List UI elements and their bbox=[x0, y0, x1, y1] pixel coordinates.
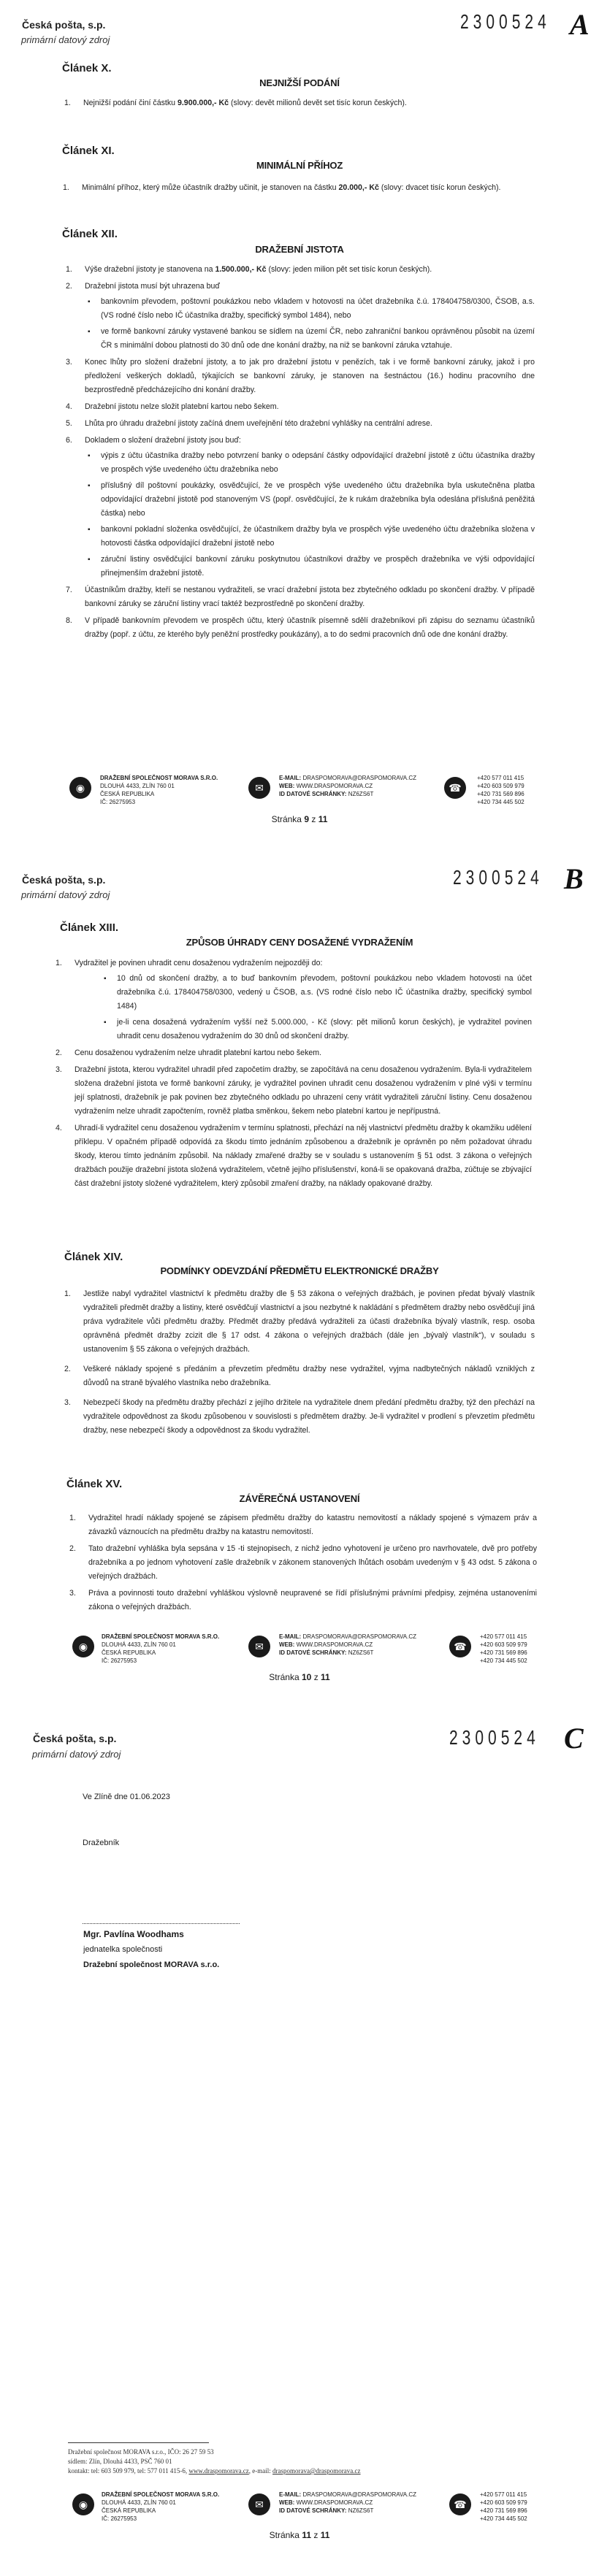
list-item: 2. Tato dražební vyhláška byla sepsána v 15 -ti stejnopisech, z nichž jedno vyhotovení je určeno pro navrhovatele, dvě pro potřeby dražebníka a po jednom vyhotovení zašle dražebník v zákonem stanovených lhůtách osobám uvedeným v § 43 odst. 5 zákona o veřejných dražbách. bbox=[69, 1544, 537, 1581]
list-item: 1. Jestliže nabyl vydražitel vlastnictví k předmětu dražby dle § 53 zákona o veřejných dražbách, je povinen předat bývalý vlastník vydražiteli předmět dražby a listiny, které osvědčují vlastnictví a jsou nezbytné k nakládání s předmětem dražby nebo osvědčují jiná práva vydražitele vůči předmětu dražby. Předmět dražby předává vydražiteli za účasti dražebníka bývalý vlastník, resp. osoba oprávněná předmět dražby zcizit dle § 17 odst. 4 zákona o veřejných dražbách (dále jen „bývalý vlastník“), v souladu s ustanovením § 55 zákona o veřejných dražbách. bbox=[64, 1289, 535, 1354]
sender-name: Česká pošta, s.p. bbox=[22, 874, 106, 886]
sender-subtitle: primární datový zdroj bbox=[32, 1749, 121, 1760]
stamp-letter: B bbox=[564, 862, 584, 895]
list-item: 5. Lhůta pro úhradu dražební jistoty začíná dnem uveřejnění této dražební vyhlášky na centrální adrese. bbox=[66, 419, 432, 428]
article-xi-title: MINIMÁLNÍ PŘÍHOZ bbox=[256, 160, 343, 171]
company-notes: Dražební společnost MORAVA s.r.o., IČO: 26 27 59 53 sídlem: Zlín, Dlouhá 4433, PSČ 760 01 kontakt: tel: 603 509 979, tel: 577 011 415-6, www.draspomorava.cz, e-mail: draspomorava@draspomorava.cz bbox=[68, 2448, 361, 2475]
phone-icon: ☎ bbox=[444, 777, 466, 799]
list-item: 1. Výše dražební jistoty je stanovena na 1.500.000,- Kč (slovy: jeden milion pět set tisíc korun českých). bbox=[66, 265, 432, 274]
article-xi-items bbox=[63, 181, 533, 198]
bullet-item: ▪ výpis z účtu účastníka dražby nebo potvrzení banky o odepsání částky odpovídající dražební jistotě z účtu účastníka dražby ve prospěch výše uvedeného účtu dražebníka nebo bbox=[85, 449, 535, 477]
phone-icon: ☎ bbox=[449, 1636, 471, 1657]
stamp bbox=[453, 866, 573, 889]
place-date: Ve Zlíně dne 01.06.2023 bbox=[83, 1793, 170, 1801]
page-number: Stránka 9 z 11 bbox=[271, 814, 328, 824]
article-xiii-title: ZPŮSOB ÚHRADY CENY DOSAŽENÉ VYDRAŽENÍM bbox=[186, 937, 413, 948]
footer-contact-block: E-MAIL: DRASPOMORAVA@DRASPOMORAVA.CZ WEB: WWW.DRASPOMORAVA.CZ ID DATOVÉ SCHRÁNKY: NZ6ZS6T bbox=[279, 1633, 416, 1656]
list-item: 2. Dražební jistota musí být uhrazena buď ▪ bankovním převodem, poštovní poukázkou nebo vkladem v hotovosti na účet dražebníka č.ú. 178404758/0300, ČSOB, a.s. (VS rodné číslo nebo IČ účastníka dražby, specifický symbol 1484), nebo ▪ ve formě bankovní záruky vystavené bankou se sídlem na území ČR, nebo zahraniční bankou oprávněnou působit na území ČR s minimální dobou platnosti do 30 dnů ode dne konání dražby, na niž se bankovní záruka vztahuje. bbox=[66, 280, 535, 353]
footer-company-block: DRAŽEBNÍ SPOLEČNOST MORAVA S.R.O. DLOUHÁ 4433, ZLÍN 760 01 ČESKÁ REPUBLIKA IČ: 26275953 bbox=[100, 775, 218, 805]
list-item: 2. Veškeré náklady spojené s předáním a převzetím předmětu dražby nese vydražitel, vyjma nadbytečných nákladů vzniklých z důvodů na straně bývalého vlastníka nebo dražebníka. bbox=[64, 1365, 535, 1387]
page-number: Stránka 11 z 11 bbox=[269, 2530, 330, 2540]
article-x-items bbox=[64, 96, 532, 113]
footer-web-link[interactable]: WWW.DRASPOMORAVA.CZ bbox=[296, 2499, 373, 2506]
stamp-letter: A bbox=[570, 8, 590, 41]
article-xii-items bbox=[66, 263, 535, 645]
sender-name: Česká pošta, s.p. bbox=[22, 19, 106, 31]
footer-contact-block: E-MAIL: DRASPOMORAVA@DRASPOMORAVA.CZ WEB: WWW.DRASPOMORAVA.CZ ID DATOVÉ SCHRÁNKY: NZ6ZS6T bbox=[279, 775, 416, 797]
article-xv-title: ZÁVĚREČNÁ USTANOVENÍ bbox=[239, 1493, 360, 1504]
list-item: 3. Konec lhůty pro složení dražební jistoty, a to jak pro dražební jistotu v penězích, tak i ve formě bankovní záruky, jakož i pro předložení veškerých dokladů, týkajících se bankovní záruky, je stanoven na šestnáctou (16.) hodinu pracovního dne bezprostředně předcházejícího dni konání dražby. bbox=[66, 358, 535, 394]
signatory-company: Dražební společnost MORAVA s.r.o. bbox=[83, 1960, 220, 1969]
list-item: 3. Práva a povinnosti touto dražební vyhláškou výslovně neupravené se řídí příslušnými právními předpisy, zejména ustanoveními zákona o veřejných dražbách. bbox=[69, 1589, 537, 1611]
signature-line bbox=[83, 1923, 240, 1924]
stamp bbox=[449, 1726, 570, 1749]
signatory-position: jednatelka společnosti bbox=[83, 1945, 163, 1954]
bullet-item: ▪ záruční listiny osvědčující bankovní záruku poskytnutou účastníkovi dražby ve prospěch dražebníka ve výši odpovídající přinejmenším dražební jistotě. bbox=[85, 553, 535, 580]
list-item: 4. Uhradí-li vydražitel cenu dosaženou vydražením v termínu splatnosti, přechází na něj vlastnictví předmětu dražby k okamžiku udělení příklepu. V opačném případě odpovídá za škodu tímto jednáním způsobenou a dražebník je oprávněn po něm požadovat úhradu škody, kterou tímto jednáním způsobil. Na náklady zmařené dražby se v souladu s ustanovením § 51 odst. 3 zákona o veřejných dražbách použije dražební jistota složená vydražitelem, včetně jejího příslušenství, koná-li se opakovaná dražba, zúčtuje se zbývající část dražební jistoty složené vydražitelem, který způsobil zmaření dražby, na náklady opakované dražby. bbox=[56, 1124, 532, 1188]
phone-icon: ☎ bbox=[449, 2493, 471, 2515]
envelope-icon: ✉ bbox=[248, 777, 270, 799]
footer-contact-block: E-MAIL: DRASPOMORAVA@DRASPOMORAVA.CZ WEB: WWW.DRASPOMORAVA.CZ ID DATOVÉ SCHRÁNKY: NZ6ZS6T bbox=[279, 2491, 416, 2514]
list-item: 8. V případě bankovním převodem ve prospěch účtu, který účastník písemně sdělí dražebníkovi při zápisu do seznamu účastníků dražby (popř. z účtu, ze kterého byly peněžní prostředky poukázány), a to do sedmi pracovních dnů ode dne konání dražby. bbox=[66, 616, 535, 639]
list-item: 1. Vydražitel hradí náklady spojené se zápisem předmětu dražby do katastru nemovitostí a náklady spojené s výmazem práv a závazků váznoucích na předmětu dražby na katastru nemovitostí. bbox=[69, 1514, 537, 1536]
sender-subtitle: primární datový zdroj bbox=[21, 34, 110, 45]
article-xv-items bbox=[69, 1511, 537, 1617]
bullet-item: ▪ ve formě bankovní záruky vystavené bankou se sídlem na území ČR, nebo zahraniční bankou oprávněnou působit na území ČR s minimální dobou platnosti do 30 dnů ode dne konání dražby, na niž se bankovní záruka vztahuje. bbox=[85, 325, 535, 353]
bullet-item: ▪ bankovní pokladní složenka osvědčující, že účastníkem dražby byla ve prospěch výše uvedeného účtu dražebníka složena v hotovosti částka odpovídající dražební jistotě nebo bbox=[85, 523, 535, 551]
list-item: 7. Účastníkům dražby, kteří se nestanou vydražiteli, se vrací dražební jistota bez zbytečného odkladu po skončení dražby. V případě bankovní záruky se záruční listiny vrací taktéž bezprostředně po skončení dražby. bbox=[66, 586, 535, 608]
footer-phones: +420 577 011 415 +420 603 509 979 +420 731 569 896 +420 734 445 502 bbox=[480, 1633, 527, 1664]
article-x-title: NEJNIŽŠÍ PODÁNÍ bbox=[259, 77, 340, 88]
notes-email-link[interactable]: draspomorava@draspomorava.cz bbox=[272, 2467, 361, 2475]
article-xiii-label: Článek XIII. bbox=[60, 921, 119, 934]
bullet-item: ▪ bankovním převodem, poštovní poukázkou nebo vkladem v hotovosti na účet dražebníka č.ú. 178404758/0300, ČSOB, a.s. (VS rodné číslo nebo IČ účastníka dražby, specifický symbol 1484), nebo bbox=[85, 295, 535, 323]
envelope-icon: ✉ bbox=[248, 1636, 270, 1657]
article-xii-label: Článek XII. bbox=[62, 228, 118, 240]
list-item: 1. Vydražitel je povinen uhradit cenu dosaženou vydražením nejpozději do: ▪ 10 dnů od skončení dražby, a to buď bankovním převodem, poštovní poukázkou nebo vkladem hotovosti na účet dražebníka č.ú. 178404758/0300, vedený u ČSOB, a.s. (VS rodné číslo nebo IČ účastníka dražby, specifický symbol 1484) ▪ je-li cena dosažená vydražením vyšší než 5.000.000, - Kč (slovy: pět milionů korun českých), je vydražitel povinen uhradit cenu dosaženou vydražením do 30 dnů od skončení dražby. bbox=[56, 957, 532, 1043]
list-item: 3. Dražební jistota, kterou vydražitel uhradil před započetím dražby, se započítává na cenu dosaženou vydražením. Byla-li vydražitelem složena dražební jistota ve formě bankovní záruky, je vydražitel povinen uhradit cenu dosaženou vydražením v plné výši v termínu její splatnosti, dražebník je pak povinen bez zbytečného odkladu po uhrazení ceny vrátit vydražiteli záruční listiny. Cenu dosaženou vydražením nelze uhradit započtením, rovněž platba směnkou, šekem nebo platební kartou je nepřípustná. bbox=[56, 1065, 532, 1116]
article-xii-title: DRAŽEBNÍ JISTOTA bbox=[255, 244, 344, 255]
envelope-icon: ✉ bbox=[248, 2493, 270, 2515]
footer-company-block: DRAŽEBNÍ SPOLEČNOST MORAVA S.R.O. DLOUHÁ 4433, ZLÍN 760 01 ČESKÁ REPUBLIKA IČ: 26275953 bbox=[102, 2491, 220, 2522]
bullet-item: ▪ je-li cena dosažená vydražením vyšší než 5.000.000, - Kč (slovy: pět milionů korun českých), je vydražitel povinen uhradit cenu dosaženou vydražením do 30 dnů od skončení dražby. bbox=[101, 1016, 532, 1043]
notes-divider bbox=[68, 2442, 209, 2443]
list-item: 6. Dokladem o složení dražební jistoty jsou buď: ▪ výpis z účtu účastníka dražby nebo potvrzení banky o odepsání částky odpovídající dražební jistotě z účtu účastníka dražby ve prospěch výše uvedeného účtu dražebníka nebo ▪ příslušný díl poštovní poukázky, osvědčující, že ve prospěch výše uvedeného účtu dražebníka byla uskutečněna platba odpovídající dražební jistotě pod stanoveným VS (popř. osvědčující, že k rukám dražebníka byla odeslána příslušná peněžitá částka) nebo ▪ bankovní pokladní složenka osvědčující, že účastníkem dražby byla ve prospěch výše uvedeného účtu dražebníka složena v hotovosti částka odpovídající dražební jistotě nebo ▪ záruční listiny osvědčující bankovní záruku poskytnutou účastníkovi dražby ve prospěch dražebníka ve výši odpovídající přinejmenším dražební jistotě. bbox=[66, 434, 535, 580]
list-item: 3. Nebezpečí škody na předmětu dražby přechází z jejího držitele na vydražitele dnem předání předmětu dražby, týž den přechází na vydražitele odpovědnost za škodu způsobenou v souvislosti s předmětem dražby. Je-li vydražitel v prodlení s převzetím předmětu dražby, nese nebezpečí škody a odpovědnost za škodu vydražitel. bbox=[64, 1398, 535, 1435]
article-xv-label: Článek XV. bbox=[66, 1478, 123, 1490]
map-pin-icon: ◉ bbox=[69, 777, 91, 799]
article-x-label: Článek X. bbox=[62, 62, 112, 74]
article-xiv-title: PODMÍNKY ODEVZDÁNÍ PŘEDMĚTU ELEKTRONICKÉ DRAŽBY bbox=[160, 1265, 439, 1276]
footer-company-block: DRAŽEBNÍ SPOLEČNOST MORAVA S.R.O. DLOUHÁ 4433, ZLÍN 760 01 ČESKÁ REPUBLIKA IČ: 26275953 bbox=[102, 1633, 220, 1664]
footer-web-link[interactable]: WWW.DRASPOMORAVA.CZ bbox=[296, 783, 373, 789]
map-pin-icon: ◉ bbox=[72, 1636, 94, 1657]
stamp bbox=[460, 10, 581, 34]
stamp-number: 2300524 bbox=[460, 10, 551, 33]
sender-subtitle: primární datový zdroj bbox=[21, 889, 110, 900]
footer-web-link[interactable]: WWW.DRASPOMORAVA.CZ bbox=[296, 1641, 373, 1648]
footer-email-link[interactable]: DRASPOMORAVA@DRASPOMORAVA.CZ bbox=[302, 1633, 416, 1640]
bullet-item: ▪ 10 dnů od skončení dražby, a to buď bankovním převodem, poštovní poukázkou nebo vkladem hotovosti na účet dražebníka č.ú. 178404758/0300, vedený u ČSOB, a.s. (VS rodné číslo nebo IČ účastníka dražby, specifický symbol 1484) bbox=[101, 972, 532, 1013]
role-label: Dražebník bbox=[83, 1839, 120, 1847]
notes-web-link[interactable]: www.draspomorava.cz bbox=[188, 2467, 249, 2475]
list-item: 2. Cenu dosaženou vydražením nelze uhradit platební kartou nebo šekem. bbox=[56, 1049, 322, 1057]
list-item: 1. Minimální příhoz, který může účastník dražby učinit, je stanoven na částku 20.000,- Kč (slovy: dvacet tisíc korun českých). bbox=[63, 183, 501, 192]
map-pin-icon: ◉ bbox=[72, 2493, 94, 2515]
article-xiii-items bbox=[56, 957, 532, 1194]
stamp-letter: C bbox=[564, 1722, 584, 1755]
article-xiv-items bbox=[64, 1287, 535, 1441]
stamp-number: 2300524 bbox=[453, 866, 543, 889]
footer-email-link[interactable]: DRASPOMORAVA@DRASPOMORAVA.CZ bbox=[302, 2491, 416, 2498]
list-item: 1. Nejnižší podání činí částku 9.900.000,- Kč (slovy: devět milionů devět set tisíc korun českých). bbox=[64, 99, 407, 107]
page-number: Stránka 10 z 11 bbox=[269, 1672, 330, 1682]
footer-phones: +420 577 011 415 +420 603 509 979 +420 731 569 896 +420 734 445 502 bbox=[477, 775, 524, 805]
article-xiv-label: Článek XIV. bbox=[64, 1251, 123, 1263]
bullet-item: ▪ příslušný díl poštovní poukázky, osvědčující, že ve prospěch výše uvedeného účtu dražebníka byla uskutečněna platba odpovídající dražební jistotě pod stanoveným VS (popř. osvědčující, že k rukám dražebníka byla odeslána příslušná peněžitá částka) nebo bbox=[85, 479, 535, 521]
article-xi-label: Článek XI. bbox=[62, 145, 115, 157]
footer-phones: +420 577 011 415 +420 603 509 979 +420 731 569 896 +420 734 445 502 bbox=[480, 2491, 527, 2522]
footer-email-link[interactable]: DRASPOMORAVA@DRASPOMORAVA.CZ bbox=[302, 775, 416, 781]
signatory-name: Mgr. Pavlína Woodhams bbox=[83, 1929, 184, 1939]
stamp-number: 2300524 bbox=[449, 1726, 540, 1749]
list-item: 4. Dražební jistotu nelze složit platební kartou nebo šekem. bbox=[66, 402, 279, 411]
sender-name: Česká pošta, s.p. bbox=[33, 1733, 117, 1744]
